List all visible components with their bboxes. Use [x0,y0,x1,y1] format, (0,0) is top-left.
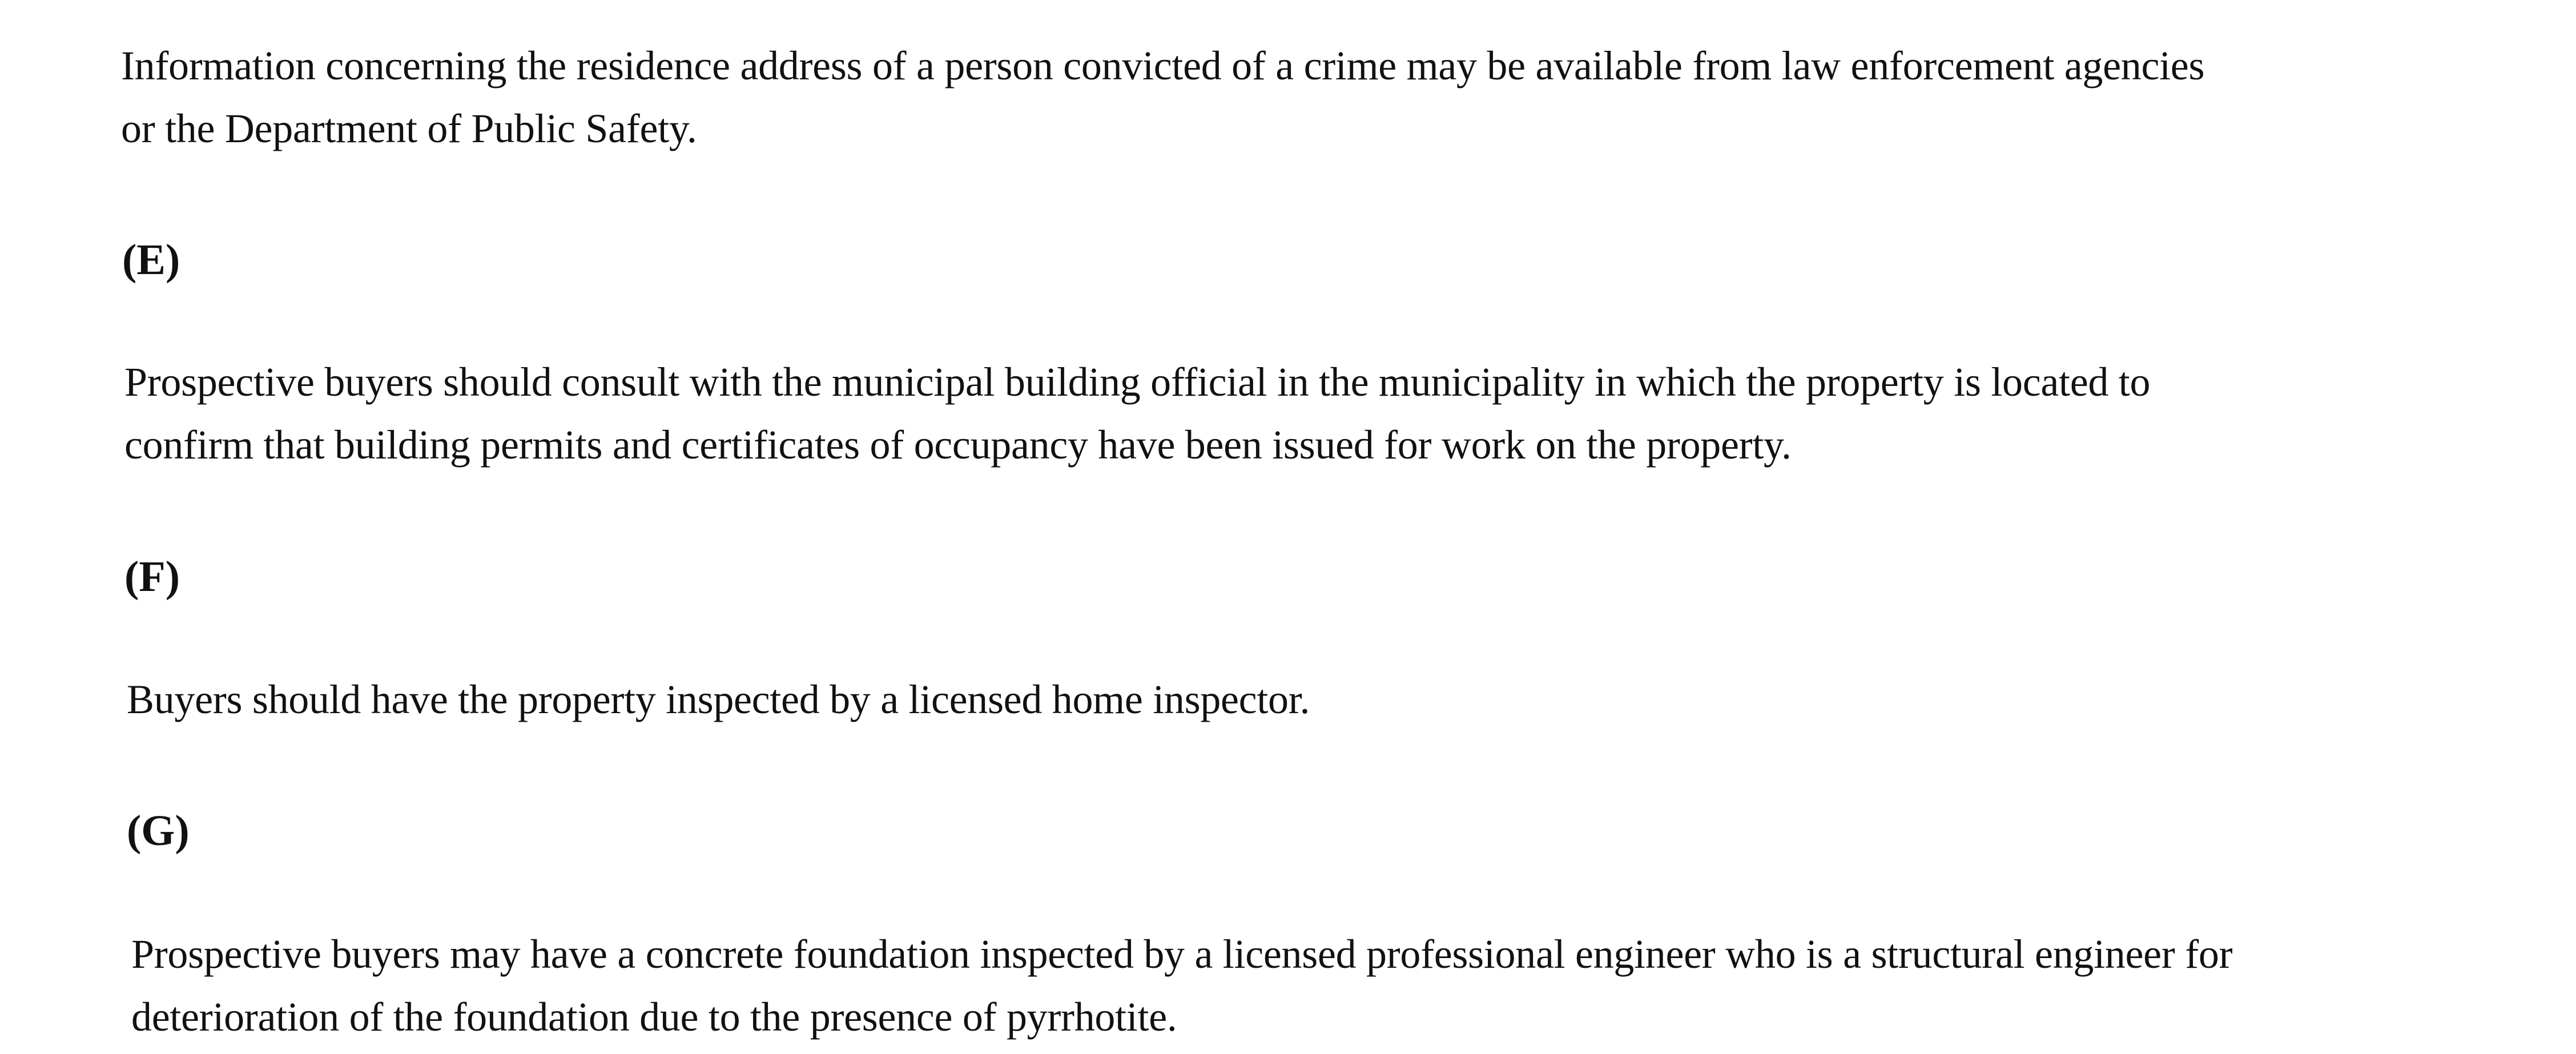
paragraph-f-home-inspection [127,668,1310,731]
paragraph-d-criminal-address-info [121,34,2204,160]
paragraph-line: Prospective buyers should consult with the municipal building official in the municipality in which the property is located to [124,359,2151,405]
paragraph-g-foundation-inspection [131,923,2232,1048]
paragraph-line: deterioration of the foundation due to the presence of pyrrhotite. [131,994,1177,1040]
paragraph-e-building-permits [124,351,2150,476]
paragraph-line: Information concerning the residence address of a person convicted of a crime may be available from law enforcement agencies [121,43,2205,88]
paragraph-line: Prospective buyers may have a concrete foundation inspected by a licensed professional engineer who is a structural engineer for [131,931,2233,977]
paragraph-line: or the Department of Public Safety. [121,106,697,151]
section-heading-g: (G) [127,807,190,855]
section-heading-e: (E) [122,236,180,284]
section-heading-f: (F) [124,553,180,601]
paragraph-line: Buyers should have the property inspected by a licensed home inspector. [127,677,1310,722]
paragraph-line: confirm that building permits and certificates of occupancy have been issued for work on the property. [124,422,1792,468]
